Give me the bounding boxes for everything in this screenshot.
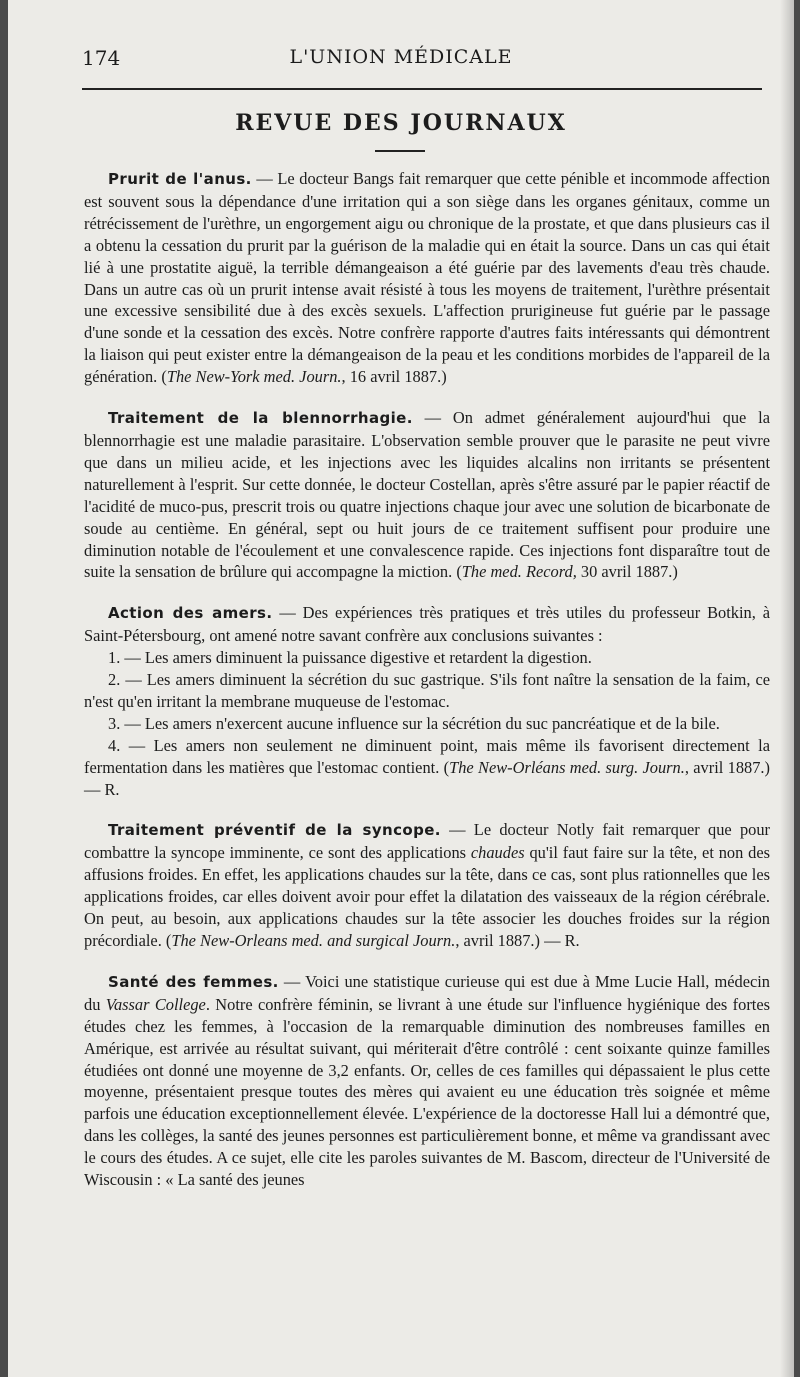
article-body: — Le docteur Bangs fait remarquer que cette pénible et incommode affection est souvent sous la dépendance d'une irritation qui a son siège dans les organes génitaux, comme un rétrécissement de l'urèthre, un engorgement aigu ou chronique de la prostate, et que dans plusieurs cas il a obtenu la cessation du prurit par la guérison de la maladie qui en était la source. Dans un cas qui était lié à une prostatite aiguë, la terrible démangeaison a été guérie par des lavements d'eau très chaude. Dans un autre cas où un prurit intense avait résisté à tous les moyens de traitement, l'urèthre présentait une excessive sensibilité due à des excès sexuels. L'affection prurigineuse fut guérie par le passage d'une sonde et la cessation des excès. Notre confrère rapporte d'autres faits intéressants qui démontrent la liaison qui peut exister entre la démangeaison de la peau et les conditions morbides de l'appareil de la génération. ( bbox=[84, 169, 771, 387]
article-source: The New-Orleans med. and surgical Journ. bbox=[171, 931, 456, 950]
article-source-date: , avril 1887.) — R. bbox=[455, 931, 580, 950]
article-college: Vassar College bbox=[105, 994, 206, 1014]
article-body: — On admet généralement aujourd'hui que la blennorrhagie est une maladie parasitaire. L'observation semble prouver que le parasite ne peut vivre que dans un milieu acide, et les injections avec les liquides alcalins non irritants se présentent naturellement à l'esprit. Sur cette donnée, le docteur Costellan, après s'être assuré par le papier réactif de l'acidité de muco-pus, prescrit trois ou quatre injections chaque jour avec une solution de bicarbonate de soude au centième. En général, sept ou huit jours de ce traitement suffisent pour produire une diminution notable de l'écoulement et une convalescence rapide. Ces injections font disparaître tout de suite la sensation de brûlure qui accompagne la miction. ( bbox=[84, 408, 770, 582]
article-heading: Prurit de l'anus. bbox=[108, 170, 252, 188]
article-source-date: , 16 avril 1887.) bbox=[341, 367, 447, 387]
article-gap bbox=[84, 800, 770, 819]
title-rule bbox=[375, 150, 425, 152]
article-column bbox=[84, 168, 770, 1191]
list-item bbox=[84, 735, 770, 801]
article-body-cont: qu'il faut faire sur la tête, et non des affusions froides. En effet, les applications chaudes sur la tête, dans ce cas, sont plus rationnelles que les applications froides, car elles doivent avoir pour effet la dilatation des vaisseaux de la région cérébrale. On peut, au besoin, aux applications chaudes sur la tête associer les douches froides sur la région précordiale. ( bbox=[84, 843, 770, 950]
article-body-cont: . Notre confrère féminin, se livrant à une étude sur l'influence hygiénique des fortes études chez les femmes, à l'occasion de la remarquable diminution des nombreuses familles en Amérique, est arrivée au résultat suivant, qui mériterait d'être contrôlé : cent soixante quinze familles étudiées ont donné une moyenne de 3,2 enfants. Or, celles de ces familles qui dépassaient le plus cette moyenne, présentaient presque toutes des mères qui avaient eu une éducation très soignée et même parfois une éducation exceptionnellement élevée. L'expérience de la doctoresse Hall lui a démontré que, dans les collèges, la santé des jeunes personnes est particulièrement bonne, et même va grandissant avec le cours des études. A ce sujet, elle cite les paroles suivantes de M. Bascom, directeur de l'Université de Wiscousin : « La santé des jeunes bbox=[84, 994, 770, 1190]
article-gap bbox=[84, 388, 770, 407]
article-syncope bbox=[84, 819, 770, 951]
section-title: REVUE DES JOURNAUX bbox=[235, 110, 567, 136]
article-body: — Le docteur Notly fait remarquer que pour combattre la syncope imminente, ce sont des applications bbox=[84, 820, 770, 863]
header-rule bbox=[82, 88, 762, 90]
list-item-text: 4. — Les amers non seulement ne diminuent point, mais même ils favorisent directement la fermentation dans les matières que l'estomac contient. ( bbox=[84, 735, 770, 777]
article-emphasis: chaudes bbox=[470, 843, 525, 863]
article-body: — Des expériences très pratiques et très utiles du professeur Botkin, à Saint-Pétersbourg, ont amené notre savant confrère aux conclusions suivantes : bbox=[84, 603, 770, 646]
running-head bbox=[8, 46, 794, 76]
article-sante-femmes bbox=[84, 971, 770, 1191]
article-blennorrhagie bbox=[84, 407, 770, 583]
article-amers bbox=[84, 602, 770, 647]
article-source: The New-Orléans med. surg. Journ. bbox=[449, 757, 685, 777]
article-gap bbox=[84, 952, 770, 971]
article-source-date: 30 avril 1887.) bbox=[576, 562, 678, 582]
list-item: 3. — Les amers n'exercent aucune influence sur la sécrétion du suc pancréatique et de la bile. bbox=[108, 713, 720, 733]
article-source-date: , avril 1887.) — R. bbox=[84, 757, 770, 799]
list-item: 1. — Les amers diminuent la puissance digestive et retardent la digestion. bbox=[108, 648, 592, 668]
article-body: — Voici une statistique curieuse qui est due à Mme Lucie Hall, médecin du bbox=[84, 971, 770, 1014]
article-heading: Traitement de la blennorrhagie. bbox=[108, 409, 413, 428]
page-edge-shadow bbox=[780, 0, 794, 1377]
list-item: 2. — Les amers diminuent la sécrétion du suc gastrique. S'ils font naître la sensation de la faim, ce n'est qu'en irritant la membrane muqueuse de l'estomac. bbox=[84, 670, 770, 711]
article-heading: Traitement préventif de la syncope. bbox=[108, 821, 441, 840]
book-page bbox=[8, 0, 794, 1377]
article-source: The med. Record, bbox=[461, 562, 577, 582]
article-source: The New-York med. Journ. bbox=[166, 367, 342, 387]
article-heading: Santé des femmes. bbox=[108, 972, 279, 991]
article-heading: Action des amers. bbox=[108, 604, 273, 623]
article-gap bbox=[84, 583, 770, 602]
journal-title: L'UNION MÉDICALE bbox=[289, 46, 513, 68]
article-prurit bbox=[84, 168, 770, 388]
page-number: 174 bbox=[82, 46, 121, 70]
